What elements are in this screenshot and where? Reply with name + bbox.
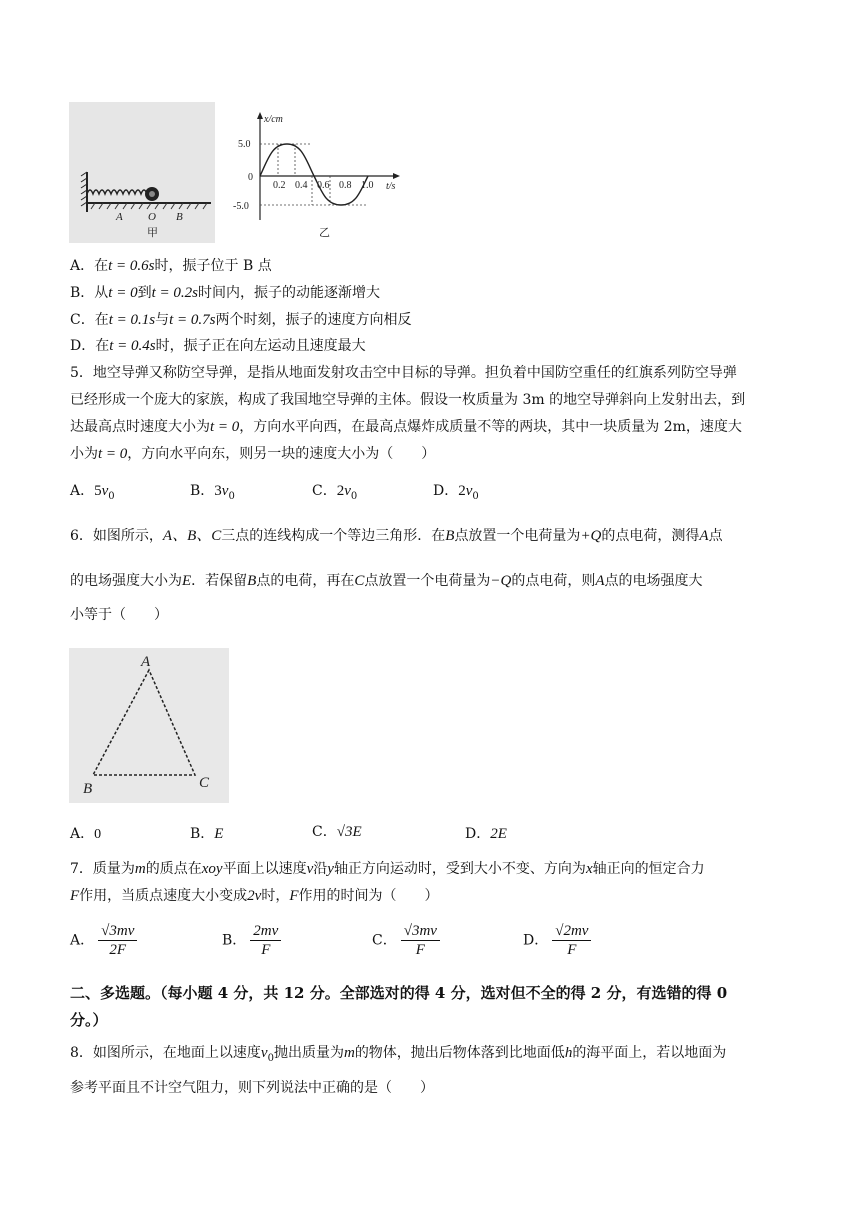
denominator: F — [415, 942, 425, 958]
denominator: 2F — [109, 942, 127, 958]
xtick-0.6: 0.6 — [317, 180, 330, 191]
spring-oscillator-diagram — [69, 102, 215, 243]
q6-option-b[interactable] — [190, 824, 223, 844]
option-letter: A． — [70, 826, 95, 842]
text: 轴正向的恒定合力 — [592, 861, 705, 877]
y-axis-label: x/cm — [264, 114, 283, 125]
q6-option-a[interactable] — [70, 824, 101, 845]
xtick-0.8: 0.8 — [339, 180, 352, 191]
q4-option-b[interactable] — [70, 283, 380, 303]
math: t = 0 — [108, 285, 138, 301]
math: y — [327, 861, 334, 877]
q5-option-c[interactable] — [312, 481, 357, 507]
numerator: √2mv — [552, 922, 591, 941]
caption-yi: 乙 — [319, 226, 330, 239]
math: B — [445, 528, 455, 544]
option-letter: D． — [523, 932, 549, 949]
text: 沿 — [313, 861, 328, 877]
text: 小为 — [70, 446, 98, 462]
option-letter: D． — [465, 826, 491, 842]
option-letter: B． — [222, 932, 247, 949]
fraction — [98, 922, 137, 959]
q7-option-c[interactable] — [372, 922, 444, 959]
math: t = 0.7s — [169, 312, 216, 328]
text: 8．如图所示，在地面上以速度 — [70, 1045, 261, 1061]
q5-line-4 — [70, 444, 435, 464]
option-letter: D． — [70, 338, 96, 354]
sub: 0 — [472, 490, 479, 502]
text: 时， — [261, 888, 290, 904]
triangle-diagram — [69, 648, 229, 803]
option-letter: C． — [70, 312, 95, 328]
denominator: F — [261, 942, 271, 958]
label-A: A — [116, 211, 123, 223]
numerator: 2mv — [250, 922, 281, 941]
text: 作用的时间为（ ） — [298, 888, 439, 904]
math: t = 0 — [98, 446, 128, 462]
fraction — [552, 922, 591, 959]
text: 三点的连线构成一个等边三角形．在 — [221, 528, 446, 544]
vertex-B: B — [83, 781, 93, 797]
q7-option-d[interactable] — [523, 922, 595, 959]
label-O: O — [148, 211, 156, 223]
q6-line-2 — [70, 571, 703, 591]
coef: 2 — [336, 483, 345, 499]
q7-option-b[interactable] — [222, 922, 285, 959]
text: 的质点在 — [145, 861, 202, 877]
vertex-A: A — [141, 654, 151, 670]
option-letter: D． — [433, 483, 459, 499]
caption-jia: 甲 — [147, 226, 158, 239]
text: 的海平面上，若以地面为 — [572, 1045, 727, 1061]
q8-line-1 — [70, 1043, 726, 1069]
q6-option-c[interactable] — [312, 822, 362, 842]
q4-option-d[interactable] — [70, 336, 366, 356]
math: F — [289, 888, 299, 904]
option-letter: B． — [70, 285, 95, 301]
q8-line-2: 参考平面且不计空气阻力，则下列说法中正确的是（ ） — [70, 1080, 434, 1096]
math: +Q — [580, 528, 602, 544]
q5-line-3 — [70, 417, 742, 437]
value: E — [214, 826, 224, 842]
math: h — [564, 1045, 573, 1061]
text: 点的电场强度大 — [604, 573, 703, 589]
math: B — [247, 573, 257, 589]
text: ．若保留 — [191, 573, 248, 589]
var: v — [344, 483, 351, 499]
text: 点放置一个电荷量为 — [364, 573, 491, 589]
q4-option-c[interactable] — [70, 310, 412, 330]
section-2-heading-line-1: 二、多选题。（每小题 4 分，共 12 分。全部选对的得 4 分，选对但不全的得 2 分，有选错的得 0 — [70, 984, 728, 1002]
option-text: 与 — [155, 312, 170, 328]
value: 2E — [490, 826, 507, 842]
text: ，方向水平向西，在最高点爆炸成质量不等的两块，其中一块质量为 2m，速度大 — [239, 419, 742, 435]
coef: 3 — [214, 483, 222, 499]
sub: 0 — [228, 490, 235, 502]
option-text: 时，振子位于 B 点 — [154, 258, 272, 274]
math: C — [354, 573, 365, 589]
xtick-0.2: 0.2 — [273, 180, 286, 191]
triangle-figure — [69, 648, 229, 803]
option-letter: A． — [70, 483, 95, 499]
label-B: B — [176, 211, 183, 223]
math: x — [585, 861, 593, 877]
option-text: 从 — [94, 285, 109, 301]
math: −Q — [490, 573, 512, 589]
sub: 0 — [108, 490, 115, 502]
text: 点的电荷，再在 — [256, 573, 355, 589]
numerator: √3mv — [98, 922, 137, 941]
q7-option-a[interactable] — [70, 922, 141, 959]
var: v — [465, 483, 473, 499]
section-2-heading-line-2: 分。） — [70, 1011, 108, 1029]
value: √3E — [336, 824, 362, 840]
coef: 2 — [458, 483, 466, 499]
math: A — [595, 573, 605, 589]
numerator: √3mv — [401, 922, 440, 941]
figure-yi — [228, 104, 408, 240]
math: E — [182, 573, 192, 589]
text: 点放置一个电荷量为 — [454, 528, 581, 544]
text: 作用，当质点速度大小变成 — [79, 888, 248, 904]
q7-line-2 — [70, 886, 439, 906]
text: 轴正方向运动时，受到大小不变、方向为 — [333, 861, 586, 877]
math: 2v — [247, 888, 262, 904]
math: t = 0.4s — [109, 338, 156, 354]
q5-option-b[interactable] — [190, 481, 235, 507]
option-text: 在 — [94, 258, 109, 274]
ytick-5: 5.0 — [238, 139, 251, 150]
option-letter: C． — [312, 824, 337, 840]
math: m — [343, 1045, 355, 1061]
xtick-0.4: 0.4 — [295, 180, 308, 191]
text: 的物体，抛出后物体落到比地面低 — [354, 1045, 565, 1061]
math: A、B、C — [162, 528, 222, 544]
q4-option-a[interactable] — [70, 256, 272, 276]
math: A — [699, 528, 709, 544]
ytick-neg5: -5.0 — [233, 201, 249, 212]
math: v — [260, 1045, 268, 1061]
x-t-graph — [228, 104, 408, 240]
math: v — [306, 861, 314, 877]
q5-option-d[interactable] — [433, 481, 479, 507]
option-letter: C． — [372, 932, 397, 949]
q5-option-a[interactable] — [70, 481, 115, 507]
denominator: F — [567, 942, 577, 958]
sub: 0 — [350, 490, 358, 502]
var: v — [221, 483, 229, 499]
figure-jia — [69, 102, 215, 243]
option-letter: C． — [312, 483, 337, 499]
option-letter: B． — [190, 826, 215, 842]
text: ，方向水平向东，则另一块的速度大小为（ ） — [127, 446, 436, 462]
text: 点 — [708, 528, 723, 544]
option-text: 在 — [94, 312, 109, 328]
text: 的点电荷，则 — [511, 573, 596, 589]
q6-line-3: 小等于（ ） — [70, 607, 168, 623]
q6-option-d[interactable] — [465, 824, 507, 844]
text: 6．如图所示， — [70, 528, 163, 544]
fraction — [401, 922, 440, 959]
fraction — [250, 922, 281, 959]
math: F — [70, 888, 80, 904]
math: xoy — [201, 861, 223, 877]
text: 的电场强度大小为 — [70, 573, 182, 589]
text: 达最高点时速度大小为 — [70, 419, 210, 435]
option-text: 两个时刻，振子的速度方向相反 — [215, 312, 412, 328]
text: 7．质量为 — [70, 861, 135, 877]
text: 抛出质量为 — [273, 1045, 344, 1061]
math: t = 0.6s — [108, 258, 155, 274]
option-text: 到 — [137, 285, 152, 301]
x-axis-label: t/s — [386, 181, 396, 192]
text: 平面上以速度 — [222, 861, 307, 877]
coef: 5 — [94, 483, 102, 499]
option-letter: B． — [190, 483, 215, 499]
xtick-1.0: 1.0 — [361, 180, 374, 191]
math: t = 0 — [210, 419, 240, 435]
q5-line-2: 已经形成一个庞大的家族，构成了我国地空导弹的主体。假设一枚质量为 3m 的地空导弹斜向上发射出去，到 — [70, 392, 746, 408]
sub: 0 — [267, 1052, 274, 1064]
ytick-0: 0 — [248, 172, 253, 183]
option-text: 时，振子正在向左运动且速度最大 — [155, 338, 366, 354]
option-text: 时间内，振子的动能逐渐增大 — [197, 285, 380, 301]
value: 0 — [94, 827, 102, 842]
text: 的点电荷，测得 — [601, 528, 700, 544]
q7-line-1 — [70, 859, 705, 879]
math: t = 0.1s — [108, 312, 156, 328]
vertex-C: C — [199, 775, 210, 791]
option-letter: A． — [70, 258, 95, 274]
var: v — [101, 483, 109, 499]
option-text: 在 — [95, 338, 110, 354]
q5-line-1: 5．地空导弹又称防空导弹，是指从地面发射攻击空中目标的导弹。担负着中国防空重任的红旗系列防空导弹 — [70, 365, 737, 381]
q6-line-1 — [70, 526, 723, 546]
math: m — [134, 861, 146, 877]
option-letter: A． — [70, 932, 95, 949]
math: t = 0.2s — [151, 285, 198, 301]
